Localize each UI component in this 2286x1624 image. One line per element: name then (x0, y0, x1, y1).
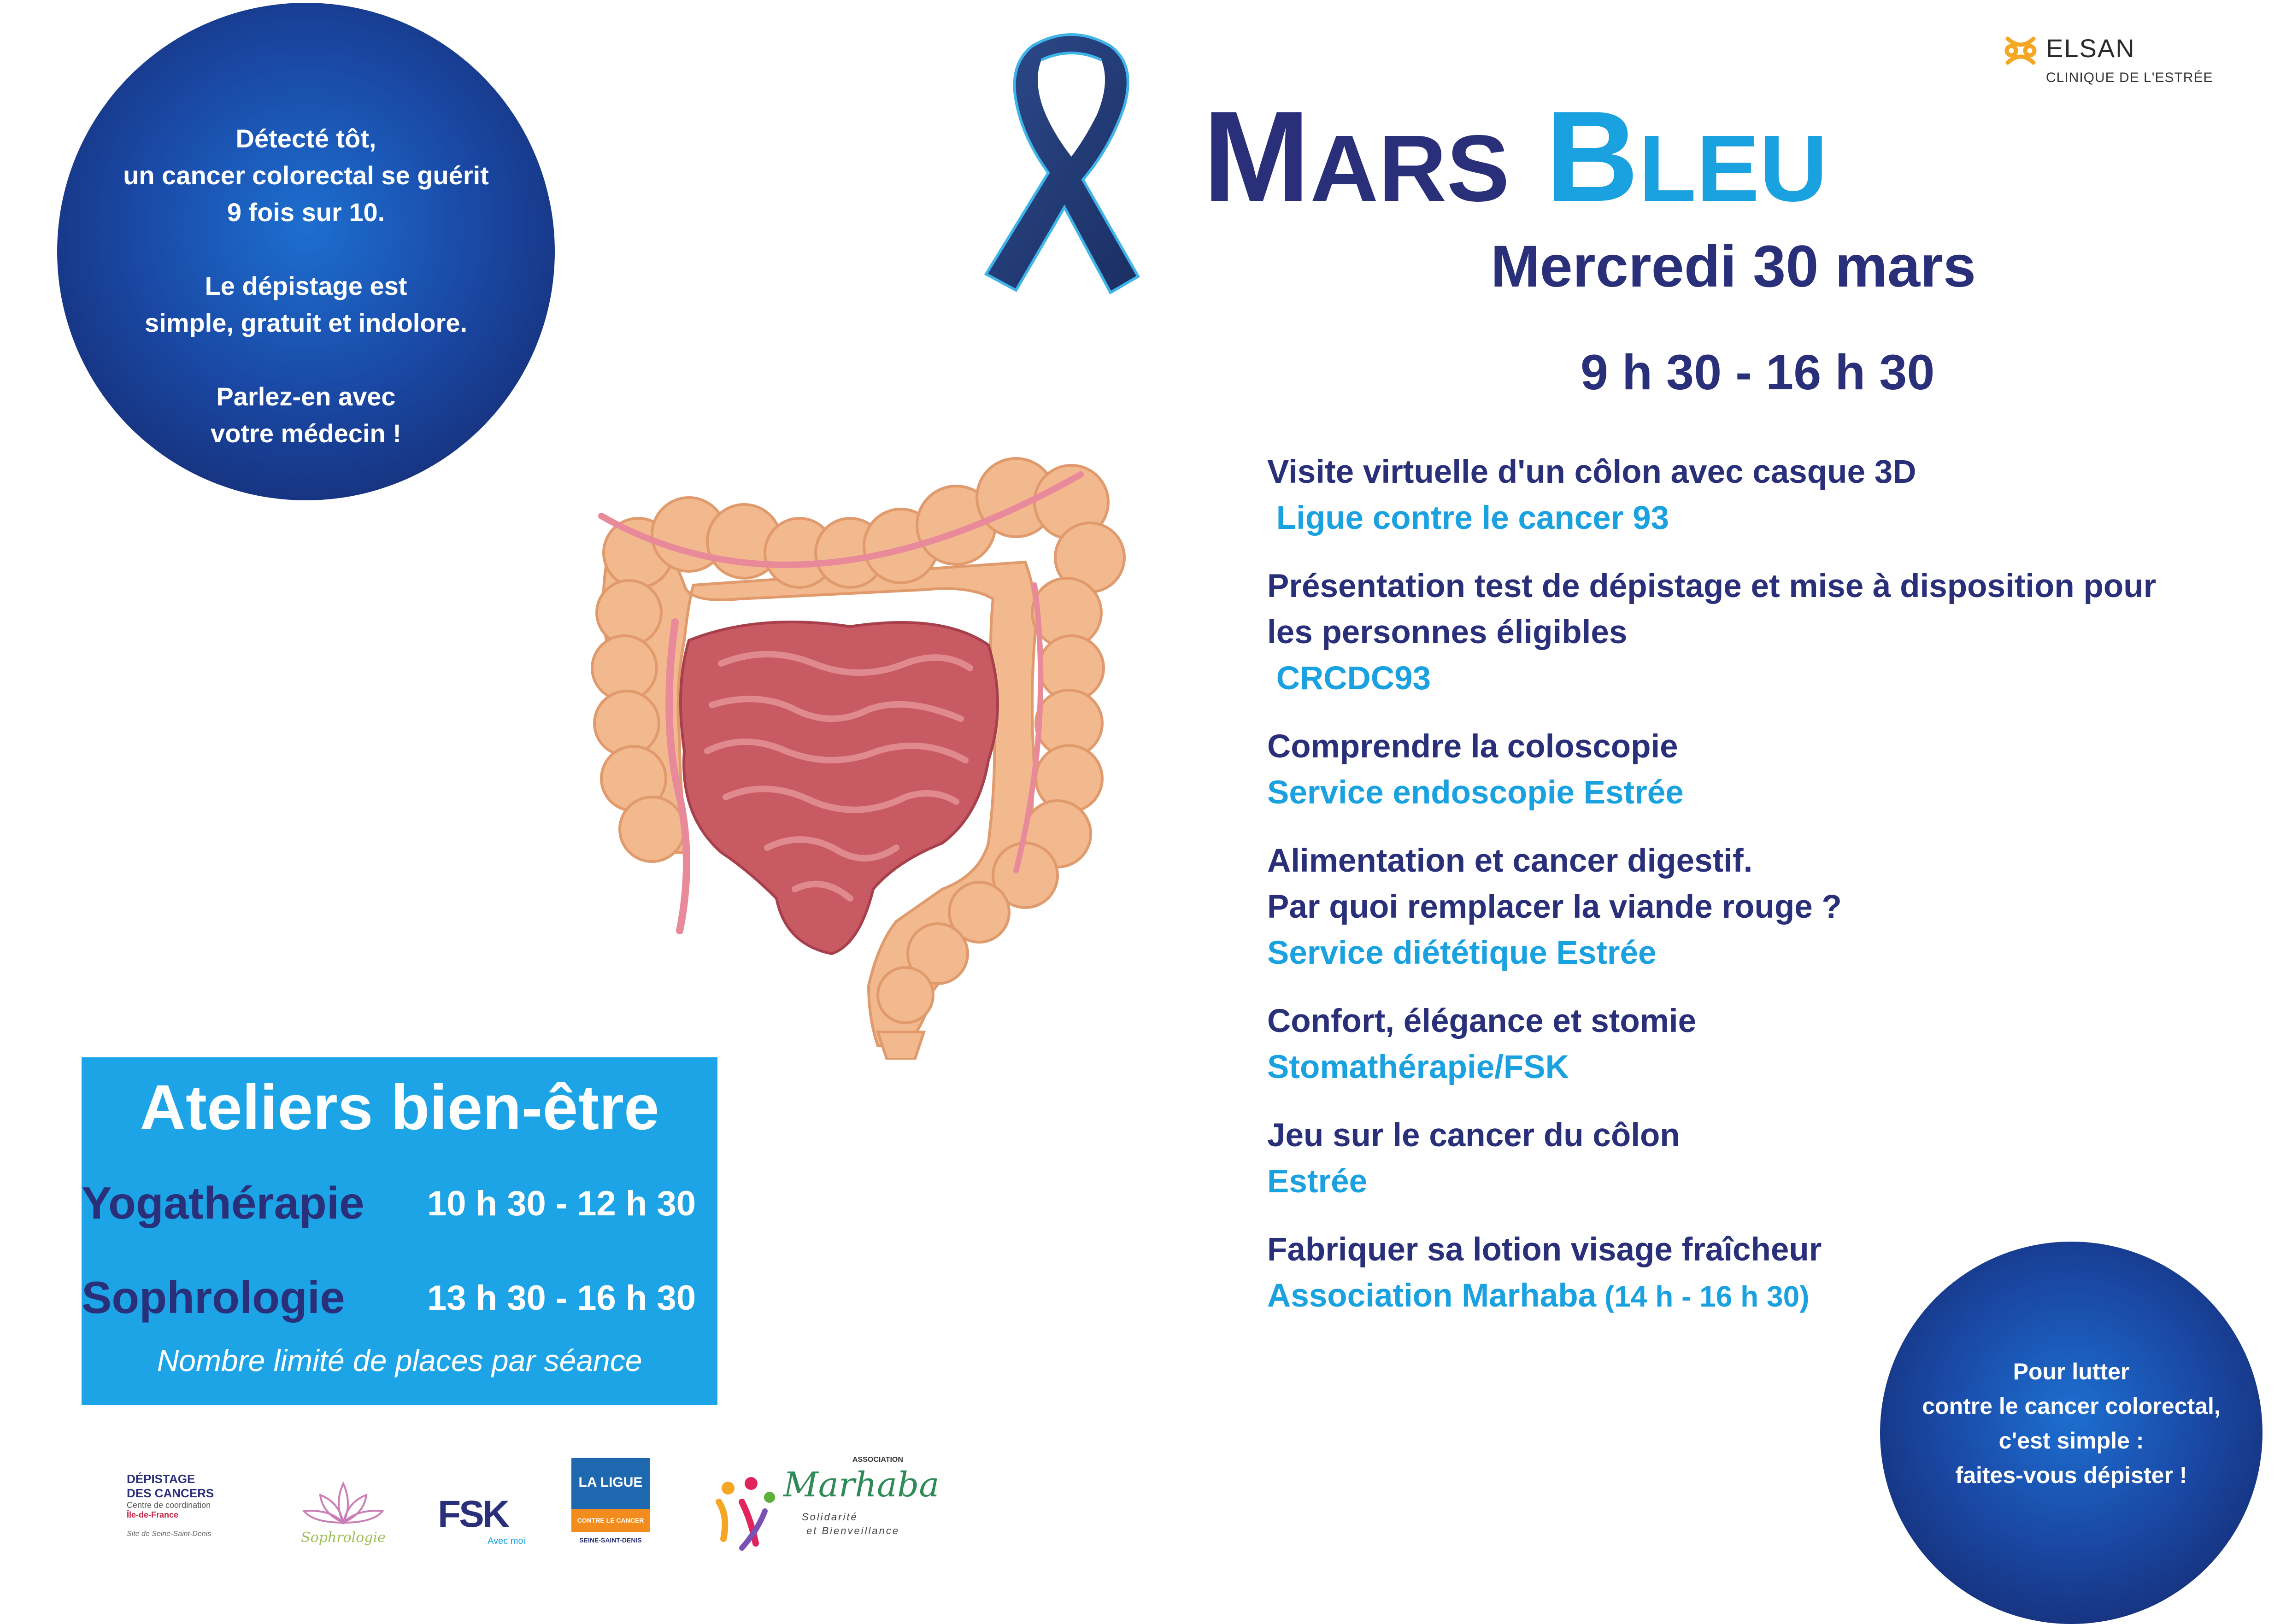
circle-bottom-line: faites-vous dépister ! (1955, 1462, 2187, 1488)
partner-text: Site de Seine-Saint-Denis (127, 1530, 212, 1538)
partner-text: DÉPISTAGE (127, 1472, 195, 1486)
program-item (1267, 449, 2267, 541)
logo-subtitle: CLINIQUE DE L'ESTRÉE (2046, 70, 2213, 85)
program-item-org: Ligue contre le cancer 93 (1267, 500, 1669, 536)
program-item-title: Jeu sur le cancer du côlon (1267, 1117, 1680, 1154)
partner-logo-sophrologie (290, 1477, 396, 1555)
program-item-org: Service diététique Estrée (1267, 935, 1657, 971)
circle-top-line: simple, gratuit et indolore. (144, 308, 468, 337)
partner-text: et Bienveillance (806, 1525, 900, 1536)
title-letter-m: M (1203, 85, 1310, 229)
circle-bottom-line: Pour lutter (2013, 1359, 2130, 1384)
program-item-title: Comprendre la coloscopie (1267, 728, 1678, 765)
program-item-title-cont: Par quoi remplacer la viande rouge ? (1267, 889, 1842, 925)
program-list (1267, 449, 2267, 1342)
program-item (1267, 838, 2267, 976)
ateliers-title: Ateliers bien-être (140, 1072, 659, 1143)
title-ars: ARS (1310, 116, 1510, 221)
partner-logo-marhaba (714, 1456, 940, 1557)
circle-bottom-line: contre le cancer colorectal, (1922, 1393, 2221, 1419)
partner-text: LA LIGUE (578, 1475, 643, 1490)
circle-top-line: Détecté tôt, (235, 124, 376, 153)
program-item (1267, 1113, 2267, 1205)
partner-text: SEINE-SAINT-DENIS (579, 1536, 642, 1544)
program-item (1267, 563, 2267, 702)
program-item (1267, 998, 2267, 1090)
circle-top-line: 9 fois sur 10. (227, 198, 385, 227)
info-circle-bottom (1880, 1242, 2262, 1624)
atelier-time: 13 h 30 - 16 h 30 (427, 1278, 696, 1318)
program-item-title: Fabriquer sa lotion visage fraîcheur (1267, 1231, 1822, 1268)
awareness-ribbon-icon (972, 28, 1170, 295)
partner-text: DES CANCERS (127, 1486, 214, 1500)
partner-logo-fsk (438, 1493, 525, 1553)
partner-text: CONTRE LE CANCER (577, 1517, 644, 1524)
ateliers-box (82, 1057, 717, 1405)
partner-logo-depistage (127, 1472, 237, 1546)
circle-top-line: votre médecin ! (211, 419, 401, 448)
partner-text: Avec moi (488, 1536, 525, 1546)
atelier-time: 10 h 30 - 12 h 30 (427, 1184, 696, 1223)
ligue-logo-box (571, 1458, 650, 1509)
ligue-logo-band (571, 1509, 650, 1532)
event-date: Mercredi 30 mars (1491, 234, 1976, 299)
program-item (1267, 724, 2267, 816)
partner-text: Île-de-France (127, 1510, 179, 1519)
title-leu: LEU (1639, 116, 1828, 221)
circle-top-line: Parlez-en avec (216, 382, 396, 411)
program-item-title: Présentation test de dépistage et mise à disposition pour (1267, 568, 2157, 604)
page-title (1203, 85, 1828, 238)
program-item-org-time: (14 h - 16 h 30) (1596, 1280, 1810, 1313)
partner-logo-ligue (571, 1458, 650, 1553)
atelier-name: Sophrologie (82, 1272, 345, 1323)
circle-top-line: un cancer colorectal se guérit (123, 161, 489, 190)
event-hours: 9 h 30 - 16 h 30 (1581, 344, 1935, 400)
program-item-title: Visite virtuelle d'un côlon avec casque 3D (1267, 454, 1916, 490)
program-item-org: Service endoscopie Estrée (1267, 774, 1684, 811)
program-item-org: Estrée (1267, 1163, 1368, 1200)
atelier-name: Yogathérapie (82, 1178, 364, 1228)
program-item-title: Alimentation et cancer digestif. (1267, 843, 1753, 879)
elsan-logo-icon (2002, 32, 2039, 69)
program-item-org: CRCDC93 (1267, 660, 1431, 697)
partner-text: Marhaba (783, 1465, 940, 1505)
circle-top-line: Le dépistage est (205, 271, 407, 300)
elsan-logo (2002, 28, 2233, 101)
program-item-org-name: Association Marhaba (1267, 1278, 1597, 1314)
marhaba-people-icon (714, 1474, 779, 1553)
partner-text: Sophrologie (301, 1530, 386, 1546)
partner-text: Solidarité (802, 1511, 858, 1523)
program-item-title: Confort, élégance et stomie (1267, 1003, 1697, 1039)
partner-text: Centre de coordination (127, 1501, 211, 1510)
program-item-org: Stomathérapie/FSK (1267, 1049, 1569, 1085)
title-letter-b: B (1545, 85, 1639, 229)
circle-bottom-line: c'est simple : (1998, 1428, 2144, 1454)
info-circle-top (57, 3, 555, 500)
partner-text: FSK (438, 1493, 508, 1535)
logo-name: ELSAN (2046, 34, 2135, 63)
ateliers-note: Nombre limité de places par séance (157, 1343, 642, 1378)
lotus-icon (290, 1477, 396, 1527)
partner-text: ASSOCIATION (852, 1456, 903, 1464)
program-item-title-cont: les personnes éligibles (1267, 614, 1628, 651)
intestine-illustration (574, 447, 1154, 1060)
